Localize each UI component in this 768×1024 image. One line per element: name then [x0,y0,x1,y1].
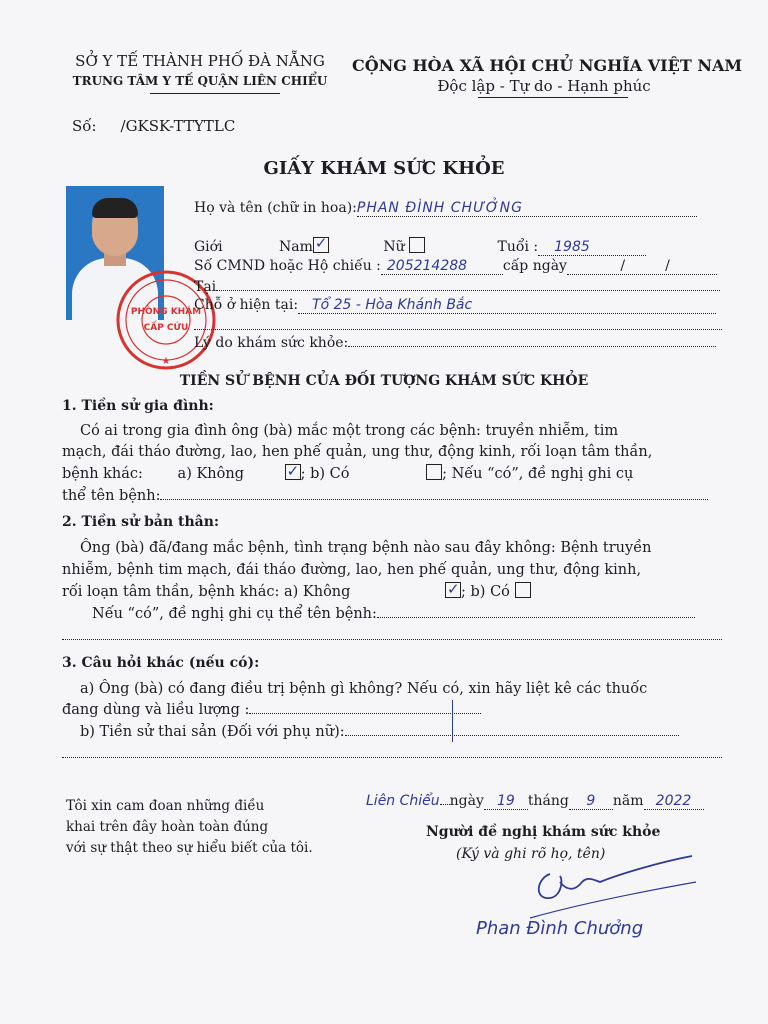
year-value: 2022 [655,793,692,809]
self-yes-checkbox[interactable] [515,582,531,598]
family-yes-label: ; b) Có [300,466,350,482]
family-line-1: Có ai trong gia đình ông (bà) mắc một trong các bệnh: truyền nhiễm, tim [80,423,619,439]
declaration-line-3: với sự thật theo sự hiểu biết của tôi. [66,840,313,856]
place-value: Liên Chiểu [366,793,440,809]
name-row [194,200,697,217]
self-line-1: Ông (bà) đã/đang mắc bệnh, tình trạng bệnh nào sau đây không: Bệnh truyền [80,540,652,556]
republic-title: CỘNG HÒA XÃ HỘI CHỦ NGHĨA VIỆT NAM [352,56,743,75]
gender-label: Giới [194,239,223,255]
family-no-label: a) Không [177,466,244,482]
day-label: ngày [449,793,484,809]
stamp-text-top: PHÒNG KHÁM [130,307,202,317]
self-no-label: rối loạn tâm thần, bệnh khác: a) Không [62,584,351,600]
center-name: TRUNG TÂM Y TẾ QUẬN LIÊN CHIỂU [72,74,328,88]
year-label: năm [612,793,644,809]
declaration [66,796,313,859]
svg-text:★: ★ [161,356,171,367]
declaration-line-1: Tôi xin cam đoan những điều [66,798,265,814]
family-line-2: mạch, đái tháo đường, lao, hen phế quản, ung thư, động kinh, rối loạn tâm thần, [62,444,653,460]
family-line-4 [62,486,708,507]
name-value: PHAN ĐÌNH CHƯỞNG [356,200,523,216]
other-line-4 [62,744,722,765]
id-label: Số CMND hoặc Hộ chiếu : [194,258,381,274]
female-label: Nữ [383,239,405,255]
male-checkbox[interactable] [313,234,329,253]
issued-at-label: Tại [194,279,217,295]
family-disease-label: thể tên bệnh: [62,488,161,504]
check-icon: ✓ [286,462,300,480]
self-yes-label: ; b) Có [461,584,510,600]
female-checkbox[interactable] [409,237,425,253]
male-label: Nam [279,239,313,255]
self-disease-label: Nếu “có”, đề nghị ghi cụ thể tên bệnh: [92,606,377,622]
so-label: Số: [72,117,97,135]
address-row [194,297,716,314]
other-line-3 [80,722,679,743]
medication-label: đang dùng và liều lượng : [62,702,250,718]
self-line-5 [62,626,722,647]
family-no-checkbox[interactable] [285,464,301,480]
self-line-4 [92,604,695,625]
family-if-yes: ; Nếu “có”, đề nghị ghi cụ [442,466,634,482]
day-value: 19 [496,793,515,809]
national-header [352,56,743,95]
dept-name: SỞ Y TẾ THÀNH PHỐ ĐÀ NẴNG [75,52,325,70]
other-line-2 [62,700,481,721]
reason-label: Lý do khám sức khỏe: [194,335,349,351]
check-icon: ✓ [447,580,460,598]
family-yes-checkbox[interactable] [426,464,442,480]
self-line-3 [62,582,531,603]
address-row-2 [194,318,722,334]
check-icon: ✓ [314,234,328,252]
name-label: Họ và tên (chữ in hoa): [194,200,357,216]
center-underline [150,93,280,94]
issued-at-row [194,279,720,295]
family-heading: 1. Tiền sử gia đình: [62,398,214,414]
issued-label: cấp ngày [502,258,567,274]
history-title: TIỀN SỬ BỆNH CỦA ĐỐI TƯỢNG KHÁM SỨC KHỎE [179,373,589,389]
self-heading: 2. Tiền sử bản thân: [62,514,220,530]
reason-row [194,335,716,351]
motto: Độc lập - Tự do - Hạnh phúc [437,77,651,95]
id-row: Số CMND hoặc Hộ chiếu : 205214288 cấp ngày / / [194,258,717,275]
requester-label: Người đề nghị khám sức khỏe [426,824,661,840]
signature-scribble [520,852,700,922]
family-other-label: bệnh khác: [62,466,143,482]
family-line-3 [62,464,633,485]
pregnancy-label: b) Tiền sử thai sản (Đối với phụ nữ): [80,724,345,740]
self-no-checkbox[interactable] [445,582,461,598]
month-value: 9 [586,793,596,809]
stamp-text-mid: CẤP CỨU [143,323,189,333]
address-label: Chỗ ở hiện tại: [194,297,299,313]
document-number [72,117,235,135]
id-value: 205214288 [386,258,468,274]
age-label: Tuổi : [497,239,539,255]
gender-age-row [194,234,646,256]
other-heading: 3. Câu hỏi khác (nếu có): [62,655,260,671]
so-code: /GKSK-TTYTLC [120,117,236,135]
document-title: GIẤY KHÁM SỨC KHỎE [263,158,505,179]
age-value: 1985 [554,239,590,255]
date-line [366,793,704,810]
self-line-2: nhiễm, bệnh tim mạch, đái tháo đường, lao, hen phế quản, ung thư, động kinh, [62,562,642,578]
signature-instruction: (Ký và ghi rõ họ, tên) [456,846,606,862]
month-label: tháng [527,793,569,809]
declaration-line-2: khai trên đây hoàn toàn đúng [66,819,269,835]
other-line-1: a) Ông (bà) có đang điều trị bệnh gì không? Nếu có, xin hãy liệt kê các thuốc [80,681,648,697]
address-value: Tổ 25 - Hòa Khánh Bắc [312,297,473,313]
issuer-header [40,52,360,88]
pen-stroke [452,700,453,742]
signed-name: Phan Đình Chưởng [476,918,644,939]
motto-underline [478,97,628,98]
